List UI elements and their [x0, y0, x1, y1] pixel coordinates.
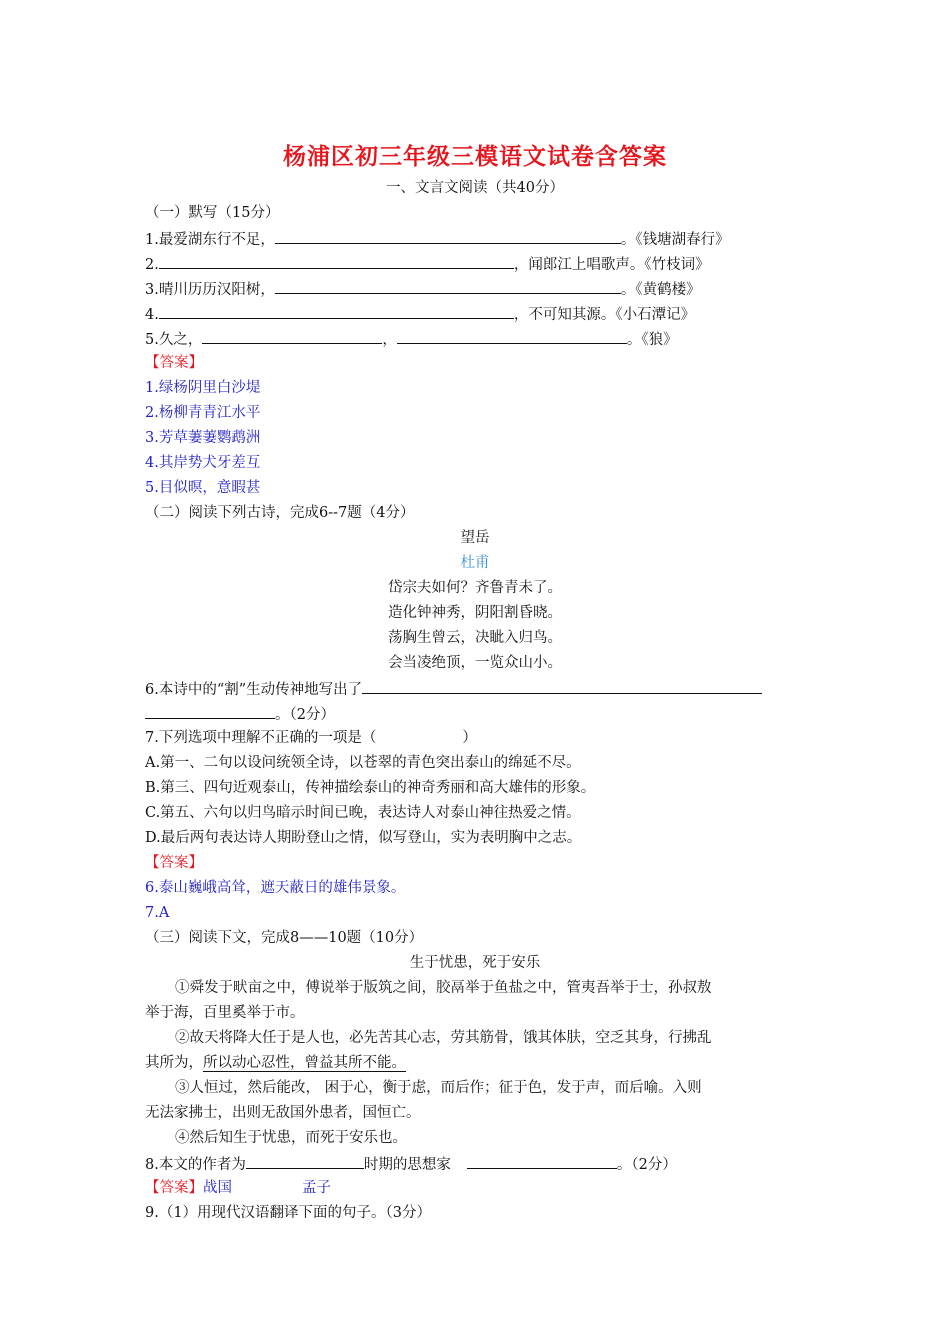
- q6-text: 6.本诗中的“割”生动传神地写出了: [145, 682, 363, 698]
- paragraph: ②故天将降大任于是人也，必先苦其心志，劳其筋骨，饿其体肤，空乏其身，行拂乱: [175, 1030, 712, 1046]
- part1-heading: （一）默写（15分）: [145, 205, 280, 221]
- answer-value: 孟子: [302, 1180, 331, 1196]
- question-8: [145, 1153, 677, 1175]
- answer-tag: 【答案】: [145, 1180, 203, 1196]
- q4-text: ，不可知其源。《小石潭记》: [513, 307, 696, 323]
- paragraph-text: 其所为，: [145, 1055, 203, 1071]
- part2-heading: （二）阅读下列古诗，完成6--7题（4分）: [145, 505, 415, 521]
- question-6-continued: [145, 703, 335, 725]
- answer-blank[interactable]: [159, 253, 514, 269]
- answer-line: 4.其岸势犬牙差互: [145, 455, 261, 471]
- answer-line: 6.泰山巍峨高耸，遮天蔽日的雄伟景象。: [145, 880, 406, 896]
- option-b: B.第三、四句近观泰山，传神描绘泰山的神奇秀丽和高大雄伟的形象。: [145, 780, 596, 796]
- question-7: [145, 728, 477, 748]
- paragraph: ④然后知生于忧患，而死于安乐也。: [175, 1130, 407, 1146]
- answer-blank[interactable]: [467, 1153, 617, 1169]
- q5-comma: ，: [382, 332, 397, 348]
- option-c: C.第五、六句以归鸟暗示时间已晚，表达诗人对泰山神往热爱之情。: [145, 805, 581, 821]
- section-heading: 一、文言文阅读（共40分）: [386, 180, 564, 196]
- question-1: [145, 228, 730, 250]
- q3-text: 3.晴川历历汉阳树，: [145, 282, 275, 298]
- underlined-sentence: 所以动心忍性，曾益其所不能。: [203, 1055, 406, 1071]
- q3-source: 。《黄鹤楼》: [620, 282, 701, 298]
- answer-line: 5.目似暝，意暇甚: [145, 480, 261, 496]
- q1-source: 。《钱塘湖春行》: [620, 232, 730, 248]
- answer-blank[interactable]: [275, 278, 621, 294]
- q5-source: 。《狼》: [626, 332, 678, 348]
- poem-line: 荡胸生曾云，决眦入归鸟。: [388, 630, 562, 646]
- poem-title: 望岳: [460, 530, 490, 546]
- q4-number: 4.: [145, 307, 159, 323]
- answer-tag: 【答案】: [145, 855, 203, 871]
- paragraph: [145, 1053, 406, 1073]
- paragraph: 举于海，百里奚举于市。: [145, 1005, 305, 1021]
- q7-text: 7.下列选项中理解不正确的一项是（: [145, 730, 377, 746]
- poem-line: 会当凌绝顶，一览众山小。: [388, 655, 562, 671]
- paragraph: ③人恒过，然后能改， 困于心，衡于虑，而后作；征于色，发于声，而后喻。入则: [175, 1080, 702, 1096]
- q5-text: 5.久之，: [145, 332, 203, 348]
- q7-close: ）: [462, 730, 477, 746]
- answer-line: 2.杨柳青青江水平: [145, 405, 261, 421]
- q1-text: 1.最爱湖东行不足，: [145, 232, 275, 248]
- question-9: 9.（1）用现代汉语翻译下面的句子。（3分）: [145, 1205, 432, 1221]
- answer-blank[interactable]: [362, 678, 762, 694]
- question-2: [145, 253, 710, 275]
- q2-number: 2.: [145, 257, 159, 273]
- text-title: 生于忧患，死于安乐: [409, 955, 541, 971]
- q8-text-mid: 时期的思想家: [363, 1157, 451, 1173]
- answer-line: 3.芳草萋萋鹦鹉洲: [145, 430, 261, 446]
- answer-line: 7.A: [145, 905, 170, 921]
- answer-blank[interactable]: [202, 328, 382, 344]
- answer-line: 1.绿杨阴里白沙堤: [145, 380, 261, 396]
- answer-blank[interactable]: [246, 1153, 364, 1169]
- option-d: D.最后两句表达诗人期盼登山之情，似写登山，实为表明胸中之志。: [145, 830, 582, 846]
- paragraph: 无法家拂士，出则无敌国外患者，国恒亡。: [145, 1105, 421, 1121]
- poem-author: 杜甫: [460, 555, 490, 571]
- question-6: [145, 678, 762, 700]
- part3-heading: （三）阅读下文，完成8——10题（10分）: [145, 930, 424, 946]
- poem-line: 造化钟神秀，阴阳割昏晓。: [388, 605, 562, 621]
- paragraph: ①舜发于畎亩之中，傅说举于版筑之间，胶鬲举于鱼盐之中，管夷吾举于士，孙叔敖: [175, 980, 712, 996]
- answer-blank[interactable]: [397, 328, 627, 344]
- answer-8: [145, 1178, 331, 1198]
- answer-value: 战国: [203, 1180, 232, 1196]
- option-a: A.第一、二句以设问统领全诗，以苍翠的青色突出泰山的绵延不尽。: [145, 755, 581, 771]
- q8-score: 。（2分）: [616, 1157, 677, 1173]
- answer-tag: 【答案】: [145, 355, 203, 371]
- question-5: [145, 328, 678, 350]
- answer-blank[interactable]: [275, 228, 621, 244]
- answer-blank[interactable]: [145, 703, 275, 719]
- answer-blank[interactable]: [159, 303, 514, 319]
- q2-text: ，闻郎江上唱歌声。《竹枝词》: [513, 257, 710, 273]
- q8-text: 8.本文的作者为: [145, 1157, 246, 1173]
- question-4: [145, 303, 695, 325]
- page-title: 杨浦区初三年级三模语文试卷含答案: [283, 143, 667, 170]
- poem-line: 岱宗夫如何？齐鲁青未了。: [388, 580, 562, 596]
- q6-score: 。（2分）: [275, 707, 335, 723]
- question-3: [145, 278, 701, 300]
